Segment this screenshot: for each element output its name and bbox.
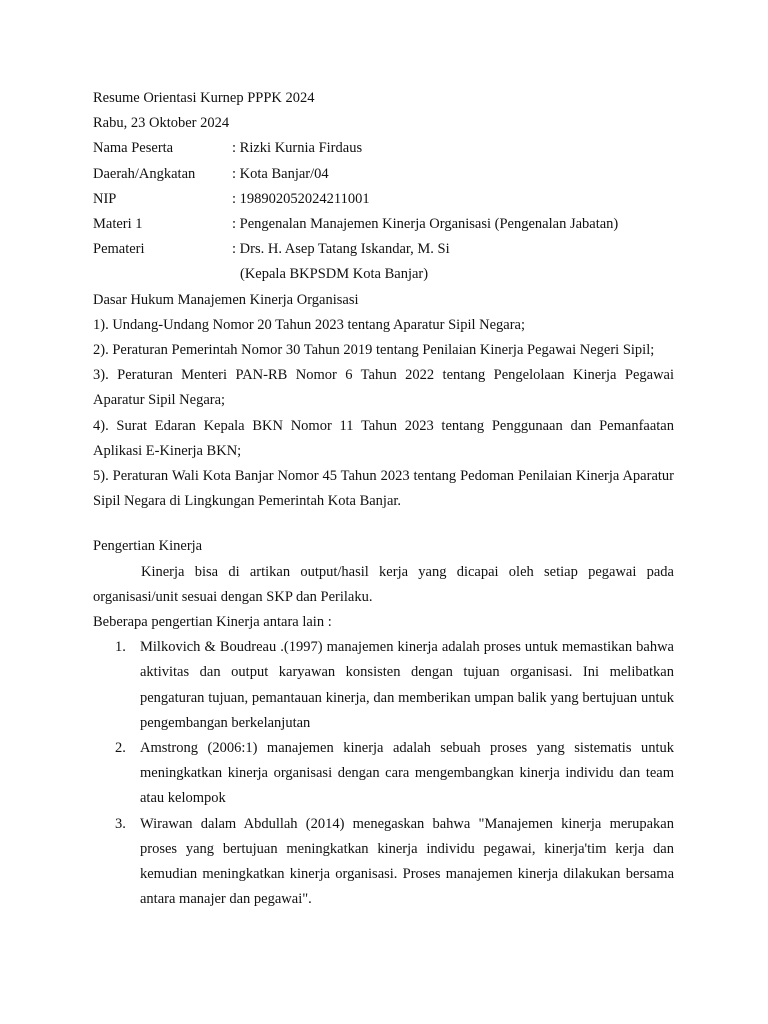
pemateri-role: (Kepala BKPSDM Kota Banjar) — [240, 266, 429, 283]
list-text: Wirawan dalam Abdullah (2014) menegaskan bahwa "Manajemen kinerja merupakan proses yang bertujuan meningkatkan kinerja individu pegawai, kinerja'tim kerja dan kemudian meningkatkan kinerja organisasi. Proses manajemen kinerja dilakukan bersama antara manajer dan pegawai". — [140, 815, 674, 908]
field-row-nip — [93, 187, 674, 212]
legal-basis-item: 2). Peraturan Pemerintah Nomor 30 Tahun 2019 tentang Penilaian Kinerja Pegawai Negeri Sipil; — [93, 342, 655, 359]
field-label: Daerah/Angkatan — [93, 165, 196, 182]
section-heading-dasar-hukum: Dasar Hukum Manajemen Kinerja Organisasi — [93, 291, 359, 308]
section-heading-pengertian: Pengertian Kinerja — [93, 538, 203, 555]
list-text: Milkovich & Boudreau .(1997) manajemen kinerja adalah proses untuk memastikan bahwa aktivitas dan output karyawan konsisten dengan tujuan organisasi. Ini melibatkan pengaturan tujuan, pemantauan kinerja, dan memberikan umpan balik yang bertujuan untuk pengembangan berkelanjutan — [140, 639, 674, 731]
list-item — [93, 736, 674, 812]
field-label: Pemateri — [93, 241, 145, 258]
legal-basis-item: 5). Peraturan Wali Kota Banjar Nomor 45 Tahun 2023 tentang Pedoman Penilaian Kinerja Aparatur Sipil Negara di Lingkungan Pemerintah Kota Banjar. — [93, 468, 674, 510]
definition-paragraph: Kinerja bisa di artikan output/hasil kerja yang dicapai oleh setiap pegawai pada organisasi/unit sesuai dengan SKP dan Perilaku. — [93, 563, 674, 605]
legal-basis-item: 4). Surat Edaran Kepala BKN Nomor 11 Tahun 2023 tentang Penggunaan dan Pemanfaatan Aplikasi E-Kinerja BKN; — [93, 417, 674, 459]
document-date: Rabu, 23 Oktober 2024 — [93, 115, 230, 132]
list-text: Amstrong (2006:1) manajemen kinerja adalah sebuah proses yang sistematis untuk meningkatkan kinerja organisasi dengan cara mengembangkan kinerja individu dan team atau kelompok — [140, 740, 674, 807]
definitions-intro: Beberapa pengertian Kinerja antara lain : — [93, 614, 332, 631]
list-number: 3. — [115, 815, 126, 832]
field-label: NIP — [93, 190, 117, 207]
list-number: 2. — [115, 740, 126, 757]
field-value: : Kota Banjar/04 — [232, 165, 329, 182]
field-row-daerah-angkatan — [93, 162, 674, 187]
legal-basis-item: 3). Peraturan Menteri PAN-RB Nomor 6 Tahun 2022 tentang Pengelolaan Kinerja Pegawai Aparatur Sipil Negara; — [93, 367, 674, 409]
document-title: Resume Orientasi Kurnep PPPK 2024 — [93, 90, 315, 106]
definitions-list — [93, 635, 674, 912]
field-label: Materi 1 — [93, 216, 143, 233]
legal-basis-item: 1). Undang-Undang Nomor 20 Tahun 2023 tentang Aparatur Sipil Negara; — [93, 316, 526, 333]
field-value: : Drs. H. Asep Tatang Iskandar, M. Si — [232, 241, 450, 258]
field-label: Nama Peserta — [93, 140, 174, 157]
field-row-nama-peserta — [93, 136, 674, 161]
spacer — [93, 514, 674, 534]
field-value: : Rizki Kurnia Firdaus — [232, 140, 363, 157]
list-item — [93, 635, 674, 736]
field-value: : Pengenalan Manajemen Kinerja Organisasi (Pengenalan Jabatan) — [232, 216, 619, 233]
list-item — [93, 812, 674, 913]
field-value: : 198902052024211001 — [232, 190, 370, 207]
field-row-pemateri — [93, 237, 674, 262]
list-number: 1. — [115, 639, 126, 656]
field-row-materi — [93, 212, 674, 237]
document-page — [93, 86, 674, 913]
